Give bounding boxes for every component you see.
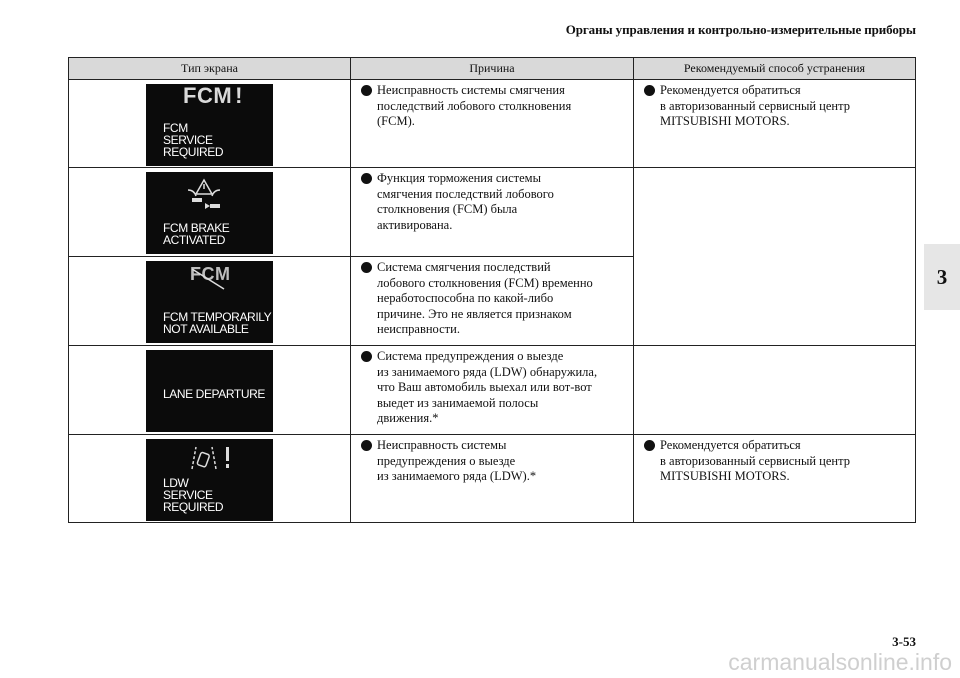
screen-cell — [69, 346, 351, 435]
bullet-icon — [361, 262, 372, 273]
display-screen-fcm-brake — [146, 172, 273, 254]
bullet-icon — [361, 440, 372, 451]
reason-cell — [351, 168, 634, 257]
reason-text: Функция торможения системы смягчения последствий лобового столкновения (FCM) была активирована. — [377, 171, 554, 232]
table-row — [69, 435, 916, 523]
reason-text: Неисправность системы предупреждения о выезде из занимаемого ряда (LDW).* — [377, 438, 537, 484]
reason-text: Система смягчения последствий лобового столкновения (FCM) временно неработоспособна по какой-либо причине. Это не является признаком неисправности. — [377, 260, 593, 337]
column-header-remedy: Рекомендуемый способ устранения — [634, 58, 916, 80]
reason-text: Неисправность системы смягчения последствий лобового столкновения (FCM). — [377, 83, 572, 129]
warning-messages-table — [68, 57, 916, 523]
remedy-text: Рекомендуется обратиться в авторизованный сервисный центр MITSUBISHI MOTORS. — [660, 438, 850, 484]
remedy-cell-empty — [634, 168, 916, 346]
screen-message — [163, 477, 273, 513]
display-screen-ldw-service — [146, 439, 273, 521]
screen-message-line: SERVICE REQUIRED — [163, 488, 224, 514]
remedy-text: Рекомендуется обратиться в авторизованный сервисный центр MITSUBISHI MOTORS. — [660, 83, 850, 129]
remedy-cell-empty — [634, 346, 916, 435]
reason-cell — [351, 80, 634, 168]
strike-through-icon — [188, 267, 228, 291]
column-header-screen-type: Тип экрана — [69, 58, 351, 80]
bullet-icon — [361, 85, 372, 96]
table-row — [69, 168, 916, 257]
table-row — [69, 80, 916, 168]
page-number: 3-53 — [892, 634, 916, 649]
screen-message — [163, 122, 273, 158]
page-header-title: Органы управления и контрольно-измерительные приборы — [565, 22, 916, 37]
remedy-cell — [634, 435, 916, 523]
reason-cell — [351, 257, 634, 346]
display-screen-lane-departure — [146, 350, 273, 432]
screen-message-line: ACTIVATED — [163, 233, 225, 247]
reason-cell — [351, 435, 634, 523]
fcm-logo-text: FCM — [183, 83, 233, 108]
screen-message-line: SERVICE REQUIRED — [163, 133, 224, 159]
reason-text: Система предупреждения о выезде из занимаемого ряда (LDW) обнаружила, что Ваш автомобиль выехал или вот-вот выедет из занимаемой полосы движения.* — [377, 349, 598, 426]
display-screen-fcm-service — [146, 84, 273, 166]
remedy-cell — [634, 80, 916, 168]
watermark: carmanualsonline.info — [728, 649, 952, 675]
reason-cell — [351, 346, 634, 435]
screen-cell — [69, 257, 351, 346]
ldw-warning-icon — [186, 443, 236, 473]
table-row — [69, 346, 916, 435]
fcm-brake-warning-icon — [186, 176, 234, 212]
screen-message — [163, 311, 271, 335]
screen-cell — [69, 168, 351, 257]
fcm-logo-icon: FCM ! — [183, 83, 243, 108]
screen-message-line: LDW — [163, 476, 189, 490]
screen-cell — [69, 435, 351, 523]
bullet-icon — [361, 173, 372, 184]
screen-cell — [69, 80, 351, 168]
screen-message-line: FCM BRAKE — [163, 221, 230, 235]
screen-message-line: FCM — [163, 121, 188, 135]
screen-message — [163, 222, 229, 246]
display-screen-fcm-unavailable — [146, 261, 273, 343]
fcm-logo-text: FCM — [190, 264, 231, 284]
screen-message-line: LANE DEPARTURE — [163, 387, 265, 401]
screen-message-line: FCM TEMPORARILY — [163, 310, 272, 324]
table-header-row — [69, 58, 916, 80]
column-header-reason: Причина — [351, 58, 634, 80]
bullet-icon — [361, 351, 372, 362]
chapter-tab: 3 — [924, 244, 960, 310]
screen-message — [163, 388, 265, 400]
bullet-icon — [644, 440, 655, 451]
screen-message-line: NOT AVAILABLE — [163, 322, 249, 336]
bullet-icon — [644, 85, 655, 96]
